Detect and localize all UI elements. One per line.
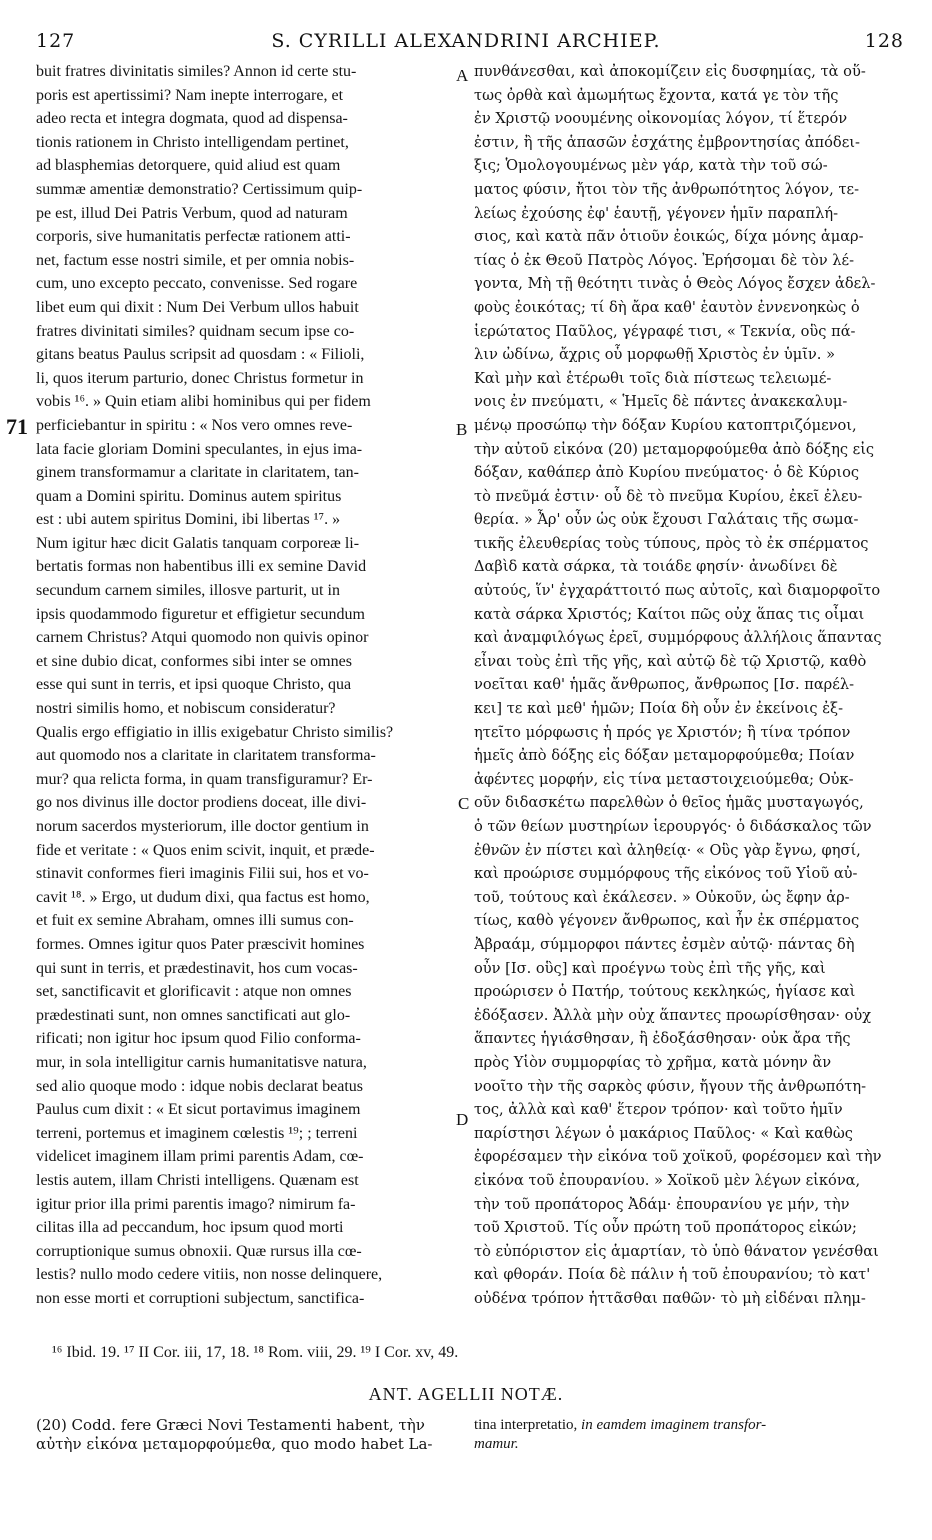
text-line: rificati; non igitur hoc ipsum quod Filio conforma- [36, 1030, 361, 1048]
text-line: net, factum esse nostri simile, et per omnia nobis- [36, 251, 355, 269]
text-line: prædestinati sunt, non omnes sanctificati aut glo- [36, 1006, 351, 1024]
text-line: Paulus cum dixit : « Et sicut portavimus imaginem [36, 1101, 361, 1119]
text-line: ἐδόξασεν. Ἀλλὰ μὴν οὐχ ἅπαντες προωρίσθησαν· οὐχ [474, 1006, 872, 1024]
text-line: τως ὀρθὰ καὶ ἀμωμήτως ἔχοντα, κατά γε τὸν τῆς [474, 86, 839, 104]
text-line: τοῦ Χριστοῦ. Τίς οὖν πρώτη τοῦ προπάτορος εἰκών; [474, 1219, 857, 1237]
text-line: esse qui sunt in terris, et ipsi quoque Christo, qua [36, 676, 352, 694]
text-line: perficiebantur in spiritu : « Nos vero omnes reve- [36, 416, 353, 434]
text-line: stinavit conformes fieri imaginis Filii sui, hos et vo- [36, 865, 369, 883]
footnotes: ¹⁶ Ibid. 19. ¹⁷ II Cor. iii, 17, 18. ¹⁸ Rom. viii, 29. ¹⁹ I Cor. xv, 49. [52, 1344, 459, 1361]
text-line: τίως, καθὸ γέγονεν ἄνθρωπος, καὶ ἦν ἐκ σπέρματος [474, 912, 860, 930]
text-line: ἅπαντες ἡγιάσθησαν, ἢ ἐδοξάσθησαν· οὐκ ἄρα τῆς [474, 1030, 851, 1048]
text-line: non esse morti et corruptioni subjectum, sanctifica- [36, 1289, 365, 1307]
note-line: αὐτὴν εἰκόνα μεταμορφούμεθα, quo modo habet La- [36, 1435, 433, 1453]
text-line: mur? qua relicta forma, in quam transfiguramur? Er- [36, 770, 373, 788]
text-line: lata facie gloriam Domini speculantes, in ejus ima- [36, 440, 363, 458]
text-line: καὶ ἀναμφιλόγως ἐρεῖ, συμμόρφους ἀλλήλοις ἅπαντας [474, 629, 882, 647]
greek-column [474, 60, 904, 1310]
latin-column [36, 60, 456, 1310]
text-line: buit fratres divinitatis similes? Annon id certe stu- [36, 63, 357, 80]
text-line: λιν ὠδίνω, ἄχρις οὗ μορφωθῇ Χριστὸς ἐν ὑμῖν. » [474, 346, 836, 364]
text-line: παρίστησι λέγων ὁ μακάριος Παῦλος· « Καὶ καθὼς [474, 1124, 853, 1142]
text-line: ἐφορέσαμεν τὴν εἰκόνα τοῦ χοϊκοῦ, φορέσομεν καὶ τὴν [474, 1148, 882, 1166]
text-line: λείως ἐχούσης ἐφ' ἑαυτῇ, γέγονεν ἡμῖν παραπλή- [474, 204, 839, 222]
section-marker-d: D [456, 1110, 469, 1129]
notes-title: ANT. AGELLII NOTÆ. [368, 1384, 564, 1404]
note-right-text: tina interpretatio, [474, 1417, 578, 1433]
text-line: ἱερώτατος Παῦλος, γέγραφέ τισι, « Τεκνία, οὓς πά- [474, 322, 856, 340]
text-line: τὸ εὐπόριστον εἰς ἁμαρτίαν, τὸ ὑπὸ θάνατον γενέσθαι [474, 1242, 879, 1260]
section-marker-a: A [456, 66, 469, 85]
text-line: adeo recta et integra dogmata, quod ad dispensa- [36, 110, 348, 128]
text-line: αὐτούς, ἵν' ἐγχαράττοιτό πως αὐτοῖς, καὶ διαμορφοῖτο [474, 582, 881, 600]
text-line: cum, uno excepto peccato, convenisse. Sed rogare [36, 275, 358, 293]
text-line: mur, in sola intelligitur carnis humanitatisve natura, [36, 1053, 367, 1071]
text-line: cilitas illa ad peccandum, hoc ipsum quod morti [36, 1219, 344, 1237]
note-20-left [36, 1416, 432, 1454]
text-line: γοντα, Μὴ τῇ θεότητι τινὰς ὁ Θεὸς Λόγος ἔσχεν ἀδελ- [474, 275, 876, 293]
text-line: μένῳ προσώπῳ τὴν δόξαν Κυρίου κατοπτριζόμενοι, [474, 416, 857, 434]
text-line: vobis ¹⁶. » Quin etiam alibi hominibus qui per fidem [36, 393, 371, 411]
text-line: ητεῖτο μόρφωσις ἡ πρός γε Χριστόν; ἢ τίνα τρόπον [474, 723, 851, 741]
text-line: ματος φύσιν, ἤτοι τὸν τῆς ἀνθρωπότητος λόγον, τε- [474, 180, 860, 198]
text-line: corporis, sive humanitatis perfectæ rationem atti- [36, 228, 351, 246]
text-line: qui sunt in terris, et prædestinavit, hos cum vocas- [36, 959, 358, 977]
text-line: πυνθάνεσθαι, καὶ ἀποκομίζειν εἰς δυσφημίας, τὰ οὕ- [474, 63, 866, 80]
running-title: S. CYRILLI ALEXANDRINI ARCHIEP. [271, 30, 661, 52]
margin-number-71: 71 [6, 414, 28, 439]
text-line: et sine dubio dicat, conformes sibi inter se omnes [36, 652, 352, 670]
text-line: fide et veritate : « Quos enim scivit, inquit, et præde- [36, 841, 375, 859]
text-line: igitur prior illa primi parentis imago? nimirum fa- [36, 1195, 356, 1213]
text-line: nostri similis homo, et nobiscum consideratur? [36, 700, 336, 718]
text-line: Num igitur hæc dicit Galatis tanquam corporeæ li- [36, 534, 360, 552]
text-line: νοοῖτο τὴν τῆς σαρκὸς φύσιν, ἤγουν τῆς ἀνθρωπότη- [474, 1077, 867, 1095]
text-line: poris est apertissimi? Nam inepte interrogare, et [36, 86, 344, 104]
text-line: καὶ προώρισε συμμόρφους τῆς εἰκόνος τοῦ Υἱοῦ αὐ- [474, 865, 858, 883]
text-line: καὶ φθοράν. Ποία δὲ πάλιν ἡ τοῦ ἐπουρανίου; τὸ κατ' [474, 1266, 871, 1284]
text-line: est : ubi autem spiritus Domini, ibi libertas ¹⁷. » [36, 511, 341, 529]
text-line: νοεῖται καθ' ἡμᾶς ἄνθρωπος, ἄνθρωπος [Ισ. παρέλ- [474, 676, 855, 694]
section-marker-c: C [458, 794, 470, 813]
text-line: τικῆς ἐλευθερίας τοὺς τύπους, πρὸς τὸ ἐκ σπέρματος [474, 534, 869, 552]
text-line: εἰκόνα τοῦ ἐπουρανίου. » Χοϊκοῦ μὲν λέγων εἰκόνα, [474, 1171, 861, 1189]
text-line: ad blasphemias detorquere, quid aliud est quam [36, 157, 341, 175]
text-line: cavit ¹⁸. » Ergo, ut dudum dixi, qua factus est homo, [36, 888, 370, 906]
text-line: τος, ἀλλὰ καὶ καθ' ἕτερον τρόπον· καὶ τοῦτο ἡμῖν [474, 1101, 843, 1119]
text-line: τοῦ, τούτους καὶ ἐκάλεσεν. » Οὐκοῦν, ὡς ἔφην ἀρ- [474, 888, 850, 906]
note-line: (20) Codd. fere Græci Novi Testamenti habent, τὴν [36, 1416, 425, 1434]
note-right-italic: in eamdem imaginem transfor- [581, 1417, 767, 1433]
text-line: gitans beatus Paulus scripsit ad quosdam : « Filioli, [36, 346, 365, 364]
text-line: Δαβὶδ κατὰ σάρκα, τὰ τοιάδε φησίν· ἀνωδίνει δὲ [474, 558, 838, 576]
note-right-italic-end: mamur. [474, 1436, 519, 1452]
text-line: κει] τε καὶ μεθ' ἡμῶν; Ποία δὴ οὖν ἐν ἐκείνοις ἐξ- [474, 700, 844, 718]
text-line: videlicet imaginem illam primi parentis Adam, cœ- [36, 1148, 364, 1166]
text-line: bertatis formas non habentibus illi ex semine David [36, 558, 367, 576]
text-line: lestis? nullo modo cedere vitiis, non nosse delinquere, [36, 1266, 383, 1284]
text-line: pe est, illud Dei Patris Verbum, quod ad naturam [36, 204, 348, 222]
text-line: Qualis ergo effigiatio in illis exigebatur Christo similis? [36, 723, 394, 741]
text-line: οῦν διδασκέτω παρελθὼν ὁ θεῖος ἡμᾶς μυσταγωγός, [474, 794, 864, 812]
text-line: corruptionique sumus obnoxii. Quæ rursus illa cœ- [36, 1242, 362, 1260]
text-line: οὐδένα τρόπον ἡττᾶσθαι παθῶν· τὸ μὴ εἰδέναι πλημ- [474, 1289, 866, 1307]
text-line: οὖν [Ισ. οὓς] καὶ προέγνω τοὺς ἐπὶ τῆς γῆς, καὶ [474, 959, 826, 977]
text-line: lestis autem, illam Christi intelligens. Quænam est [36, 1171, 359, 1189]
text-line: ἐν Χριστῷ νοουμένης οἰκονομίας λόγον, τί ἕτερόν [474, 110, 848, 128]
note-20-right [474, 1416, 766, 1454]
text-line: Καὶ μὴν καὶ ἑτέρωθι τοῖς διὰ πίστεως τελειωμέ- [474, 369, 832, 387]
text-line: norum sacerdos mysteriorum, ille doctor gentium in [36, 818, 369, 835]
text-line: ἡμεῖς ἀπὸ δόξης εἰς δόξαν μεταμορφούμεθα; Ποίαν [474, 747, 855, 765]
left-page-number: 127 [36, 30, 76, 52]
text-line: formes. Omnes igitur quos Pater præscivit homines [36, 935, 365, 953]
text-line: προώρισεν ὁ Πατήρ, τούτους κεκληκώς, ἡγίασε καὶ [474, 983, 856, 1001]
text-line: ἀφέντες μορφήν, εἰς τίνα μεταστοιχειούμεθα; Οὐκ- [474, 770, 854, 788]
text-line: τίας ὁ ἐκ Θεοῦ Πατρὸς Λόγος. Ἐρήσομαι δὲ τὸν λέ- [474, 251, 855, 269]
section-marker-b: B [456, 420, 468, 439]
text-line: libet eum qui dixit : Num Dei Verbum ullos habuit [36, 298, 359, 316]
text-line: ὁ τῶν θείων μυστηρίων ἱερουργός· ὁ διδάσκαλος τῶν [474, 818, 872, 835]
right-page-number: 128 [864, 30, 904, 52]
text-line: τὸ πνεῦμά ἐστιν· οὗ δὲ τὸ πνεῦμα Κυρίου, ἐκεῖ ἐλευ- [474, 487, 863, 505]
text-line: ipsis quodammodo figuretur et effigietur secundum [36, 605, 365, 623]
text-line: tionis rationem in Christo intelligendam pertinet, [36, 133, 349, 151]
text-line: σιος, καὶ κατὰ πᾶν ὁτιοῦν ἐοικώς, δίχα μόνης ἁμαρ- [474, 228, 864, 246]
text-line: go nos divinus ille doctor prodiens doceat, ille divi- [36, 794, 367, 812]
text-line: secundum carnem similes, illosve parturit, ut in [36, 582, 340, 600]
text-line: et fuit ex semine Abraham, omnes illi sumus con- [36, 912, 354, 930]
text-line: ξις; Ὁμολογουμένως μὲν γάρ, κατὰ τὴν τοῦ σώ- [474, 157, 828, 175]
text-line: ginem transformamur a claritate in claritatem, tan- [36, 464, 359, 482]
text-line: aut quomodo nos a claritate in claritatem transforma- [36, 747, 376, 765]
text-line: θερία. » Ἆρ' οὖν ὡς οὐκ ἔχουσι Γαλάταις τῆς σωμα- [474, 511, 859, 529]
text-line: πρὸς Υἱὸν συμμορφίας τὸ χρῆμα, κατὰ μόνην ἂν [474, 1053, 832, 1071]
text-line: κατὰ σάρκα Χριστός; Καίτοι πῶς οὐχ ἅπας τις οἶμαι [474, 605, 865, 623]
text-line: fratres divinitati similes? quidnam secum ipse co- [36, 322, 355, 340]
text-line: summæ amentiæ demonstratio? Certissimum quip- [36, 180, 363, 198]
text-line: terreni, portemus et imaginem cœlestis ¹⁹; ; terreni [36, 1124, 358, 1142]
text-line: set, sanctificavit et glorificavit : atque non omnes [36, 983, 352, 1001]
text-line: ἐστιν, ἢ τῆς ἁπασῶν ἐσχάτης ἐμβροντησίας ἀπόδει- [474, 133, 860, 151]
text-line: quam a Domini spiritu. Dominus autem spiritus [36, 487, 342, 505]
text-line: τὴν τοῦ προπάτορος Ἀδάμ· ἐπουρανίου γε μήν, τὴν [474, 1195, 850, 1213]
text-line: δόξαν, καθάπερ ἀπὸ Κυρίου πνεύματος· ὁ δὲ Κύριος [474, 464, 860, 482]
text-line: τὴν αὐτοῦ εἰκόνα (20) μεταμορφούμεθα ἀπὸ δόξης εἰς [474, 440, 875, 458]
text-line: φοὺς ἐοικότας; τί δὴ ἄρα καθ' ἑαυτὸν ἐννενοηκὼς ὁ [474, 298, 860, 316]
text-line: εἶναι τοὺς ἐπὶ τῆς γῆς, καὶ αὐτῷ δὲ τῷ Χριστῷ, καθὸ [474, 652, 867, 670]
text-line: carnem Christus? Atqui quomodo non quivis opinor [36, 629, 369, 647]
text-line: νοις ἐν πνεύματι, « Ἡμεῖς δὲ πάντες ἀνακεκαλυμ- [474, 393, 848, 411]
text-line: ἐθνῶν ἐν πίστει καὶ ἀληθείᾳ· « Οὓς γὰρ ἔγνω, φησί, [474, 841, 861, 859]
text-line: li, quos iterum parturio, donec Christus formetur in [36, 369, 364, 387]
text-line: sed alio quoque modo : idque nobis declarat beatus [36, 1077, 364, 1095]
text-line: Ἀβραάμ, σύμμορφοι πάντες ἐσμὲν αὐτῷ· πάντας δὴ [474, 935, 855, 953]
